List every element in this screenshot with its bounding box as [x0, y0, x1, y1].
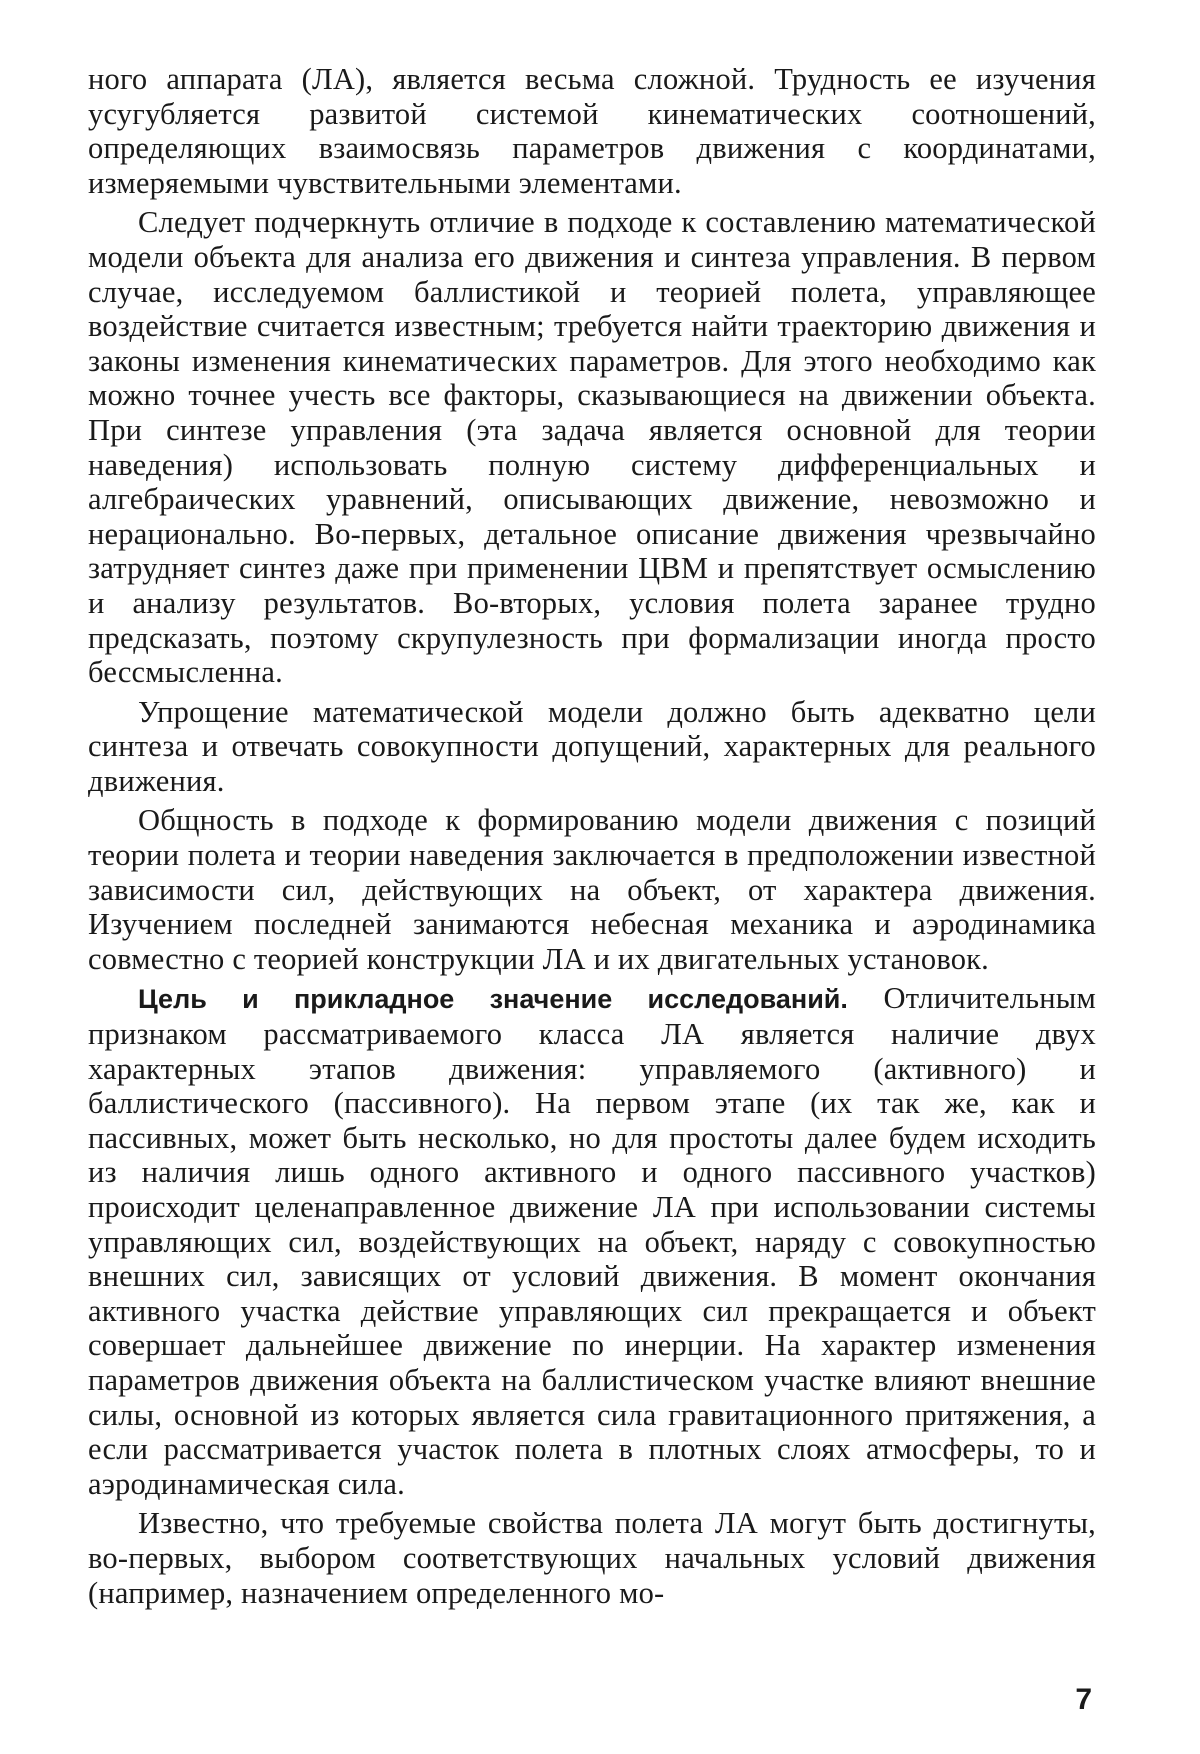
paragraph-model-approach — [88, 205, 1096, 689]
page-number: 7 — [1075, 1683, 1092, 1716]
paragraph-text: Общность в подходе к формированию модели движения с позиций теории полета и теории наведения заключается в предположении известной зависимости сил, действующих на объект, от характера движения. Изучением последней занимаются небесная механика и аэродинамика совместно с теорией конструкции ЛА и их двигательных установок. — [88, 803, 1096, 976]
paragraph-lead-heading: Цель и прикладное значение исследований. — [138, 984, 848, 1015]
paragraph-text: Упрощение математической модели должно быть адекватно цели синтеза и отвечать совокупности допущений, характерных для реального движения. — [88, 694, 1096, 798]
paragraph-text: Следует подчеркнуть отличие в подходе к составлению математической модели объекта для анализа его движения и синтеза управления. В первом случае, исследуемом баллистикой и теорией полета, управляющее воздействие считается известным; требуется найти траекторию движения и законы изменения кинематических параметров. Для этого необходимо как можно точнее учесть все факторы, сказывающиеся на движении объекта. При синтезе управления (эта задача является основной для теории наведения) использовать полную систему дифференциальных и алгебраических уравнений, описывающих движение, невозможно и нерационально. Во-первых, детальное описание движения чрезвычайно затрудняет синтез даже при применении ЦВМ и препятствует осмыслению и анализу результатов. Во-вторых, условия полета заранее трудно предсказать, поэтому скрупулезность при формализации иногда просто бессмысленна. — [88, 205, 1096, 690]
paragraph-text: Известно, что требуемые свойства полета ЛА могут быть достигнуты, во-первых, выбором соответствующих начальных условий движения (например, назначением определенного мо- — [88, 1506, 1096, 1610]
paragraph-properties — [88, 1506, 1096, 1610]
paragraph-continuation — [88, 62, 1096, 200]
paragraph-commonality — [88, 803, 1096, 976]
paragraph-goal — [88, 981, 1096, 1501]
paragraph-simplification — [88, 695, 1096, 799]
paragraph-text: ного аппарата (ЛА), является весьма сложной. Трудность ее изучения усугубляется развитой системой кинематических соотношений, определяющих взаимосвязь параметров движения с координатами, измеряемыми чувствительными элементами. — [88, 62, 1096, 200]
page-body — [88, 62, 1096, 1702]
paragraph-text: Отличительным признаком рассматриваемого класса ЛА является наличие двух характерных этапов движения: управляемого (активного) и баллистического (пассивного). На первом этапе (их так же, как и пассивных, может быть несколько, но для простоты далее будем исходить из наличия лишь одного активного и одного пассивного участков) происходит целенаправленное движение ЛА при использовании системы управляющих сил, воздействующих на объект, наряду с совокупностью внешних сил, зависящих от условий движения. В момент окончания активного участка действие управляющих сил прекращается и объект совершает дальнейшее движение по инерции. На характер изменения параметров движения объекта на баллистическом участке влияют внешние силы, основной из которых является сила гравитационного притяжения, а если рассматривается участок полета в плотных слоях атмосферы, то и аэродинамическая сила. — [88, 981, 1096, 1501]
